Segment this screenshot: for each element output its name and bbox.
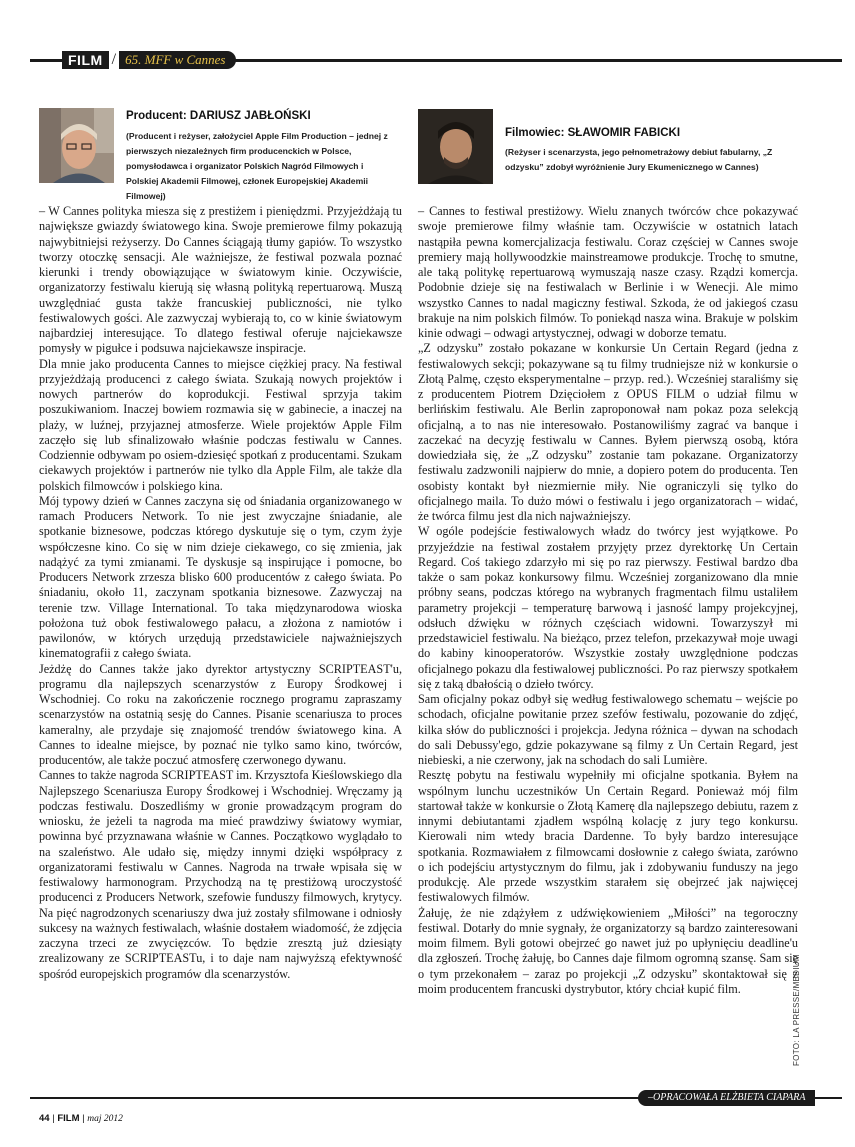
section-separator: / bbox=[109, 51, 119, 69]
article-column-left bbox=[39, 204, 402, 982]
footer-separator: | bbox=[52, 1113, 55, 1124]
paragraph: – Cannes to festiwal prestiżowy. Wielu znanych twórców chce pokazywać swoje premierowe filmy właśnie tam. Oczywiście w ostatnich latach nastąpiła pewna komercjalizacja festiwalu. Coraz częściej w Cannes swoje premiery mają hollywoodzkie mainstreamowe produkcje. Trochę to smutne, ale taką politykę repertuarową wymuszają nasze czasy. Rządzi komercja. Podobnie dzieje się na festiwalach w Berlinie i w Wenecji. Ale mimo wszystko Cannes to nadal magiczny festiwal. Szkoda, że od jakiegoś czasu brakuje na nim polskich filmów. To poniekąd nasza wina. Brakuje w polskim kinie odwagi – odwagi artystycznej, odwagi w doborze tematu. bbox=[418, 204, 798, 340]
issue-date: maj 2012 bbox=[87, 1114, 123, 1124]
profile-description-1: (Producent i reżyser, założyciel Apple Film Production – jednej z pierwszych niezależnych firm producenckich w Polsce, pomysłodawca i organizator Polskich Nagród Filmowych i Polskiej Akademii Filmowej, członek Europejskiej Akademii Filmowej) bbox=[126, 131, 388, 201]
page-number: 44 bbox=[39, 1113, 50, 1124]
portrait-photo-fabicki bbox=[418, 109, 493, 184]
photo-credit: FOTO: LA PRESSE/MEDIUM bbox=[792, 954, 801, 1066]
section-tab bbox=[62, 51, 236, 69]
author-credit: –OPRACOWAŁA ELŻBIETA CIAPARA bbox=[638, 1090, 815, 1106]
magazine-name: FILM bbox=[57, 1113, 80, 1124]
section-label: FILM bbox=[62, 51, 109, 69]
paragraph: Resztę pobytu na festiwalu wypełniły mi oficjalne spotkania. Byłem na wspólnym lunchu uczestników Un Certain Regard. Ponieważ mój film startował także w konkursie o Złotą Kamerę dla najlepszego debiutu, razem z innymi debiutantami zjadłem wspólną kolację z jury tego konkursu. Kierowali nim wtedy bracia Dardenne. To były bardzo interesujące spotkania. Rozmawiałem z filmowcami dosłownie z całego świata, zarówno o ich podejściu artystycznym do filmu, jak i zdobywaniu funduszy na jego produkcję. Ale przede wszystkim starałem się obejrzeć jak najwięcej festiwalowych filmów. bbox=[418, 768, 798, 905]
paragraph: Dla mnie jako producenta Cannes to miejsce ciężkiej pracy. Na festiwal przyjeżdżają producenci z całego świata. Szukają nowych projektów i nowych partnerów do koprodukcji. Festiwal sprzyja takim poszukiwaniom. Inaczej bowiem rozmawia się w gabinecie, a inaczej na plaży, w luźnej, przyjaznej atmosferze. Wiele projektów Apple Film zaczęło się lub sfinalizowało właśnie podczas festiwalu w Cannes. Codziennie odbywam po osiem-dziesięć spotkań z producentami. Szukam ciekawych projektów i partnerów nie tylko dla Apple Film, ale także dla polskich filmowców i polskiego kina. bbox=[39, 356, 402, 493]
paragraph: – W Cannes polityka miesza się z prestiżem i pieniędzmi. Przyjeżdżają tu największe gwiazdy światowego kina. Swoje premierowe filmy pokazują najwybitniejsi reżyserzy. Do Cannes ściągają tłumy gapiów. To wszystko tworzy otoczkę sensacji. Ale ważniejsze, że festiwal pozwala poznać kierunki i trendy obowiązujące w światowym kinie. Oczywiście, organizatorzy festiwalu kierują się własną polityką repertuarową. Muszą uwzględniać gusta także francuskiej publiczności, nie tylko festiwalowych gości. Ale zazwyczaj wybierają to, co w kinie światowym najbardziej interesujące. To dlatego festiwal oferuje najciekawsze pomysły w pigułce i podsuwa najciekawsze inspiracje. bbox=[39, 204, 402, 356]
profile-description-2: (Reżyser i scenarzysta, jego pełnometrażowy debiut fabularny, „Z odzysku” zdobył wyróżnienie Jury Ekumenicznego w Cannes) bbox=[505, 147, 773, 172]
paragraph: Jeżdżę do Cannes także jako dyrektor artystyczny SCRIPTEAST'u, programu dla najlepszych scenarzystów z Europy Środkowej i Wschodniej. Co roku na zakończenie rocznego programu zapraszamy scenarzystów na ostatnią sesję do Cannes. Pisanie scenariusza to proces kameralny, ale przydaje się znajomość trendów światowego kina. A Cannes to idealne miejsce, by poznać nie tylko samo kino, twórców, producentów, ale także poczuć atmosferę czerwonego dywanu. bbox=[39, 661, 402, 767]
section-subtitle: 65. MFF w Cannes bbox=[119, 51, 235, 69]
profile-title-2: Filmowiec: SŁAWOMIR FABICKI bbox=[505, 127, 681, 139]
paragraph: W ogóle podejście festiwalowych władz do twórcy jest wyjątkowe. Po przyjeździe na festiwal zostałem przyjęty przez dyrektorkę Un Certain Regard. Coś takiego zdarzyło mi się po raz pierwszy. Festiwal bardzo dba także o sam pokaz konkursowy filmu. Wcześniej zorganizowano dla mnie próbny seans, podczas którego na wybranych fragmentach filmu ustaliłem parametry projekcji – temperaturę barwową i jasność lampy projekcyjnej, odsłuch dźwięku w różnych częściach widowni. Towarzyszył mi przedstawiciel festiwalu. Na bieżąco, przez telefon, przekazywał moje uwagi do kabiny kinooperatorów. Wszystkie zostały uwzględnione podczas oficjalnego pokazu dla festiwalowej publiczności. Po raz pierwszy spotkałem się z taką dbałością o dzieło twórcy. bbox=[418, 524, 798, 691]
paragraph: Żałuję, że nie zdążyłem z udźwiękowieniem „Miłości” na tegoroczny festiwal. Dotarły do mnie sygnały, że organizatorzy są bardzo zainteresowani moim filmem. Byli gotowi obejrzeć go nawet już po upłynięciu deadline'u dla zgłoszeń. Trochę żałuję, bo Cannes daje filmom ogromną szansę. Sam się o tym przekonałem – zaraz po projekcji „Z odzysku” skontaktował się z moim producentem francuski dystrybutor, który chciał kupić film. bbox=[418, 905, 798, 996]
footer-separator: | bbox=[82, 1113, 85, 1124]
paragraph: Sam oficjalny pokaz odbył się według festiwalowego schematu – wejście po schodach, oficjalne powitanie przez szefów festiwalu, pozowanie do zdjęć, kilka słów do publiczności i projekcja. Jedyna różnica – dywan na schodach do sali Debussy'ego, gdzie pokazywane są filmy z Un Certain Regard, jest niebieski, a nie czerwony, jak na schodach do sali Lumière. bbox=[418, 692, 798, 767]
profile-title-1: Producent: DARIUSZ JABŁOŃSKI bbox=[126, 110, 311, 122]
page-footer bbox=[39, 1113, 123, 1124]
portrait-photo-jablonski bbox=[39, 108, 114, 183]
paragraph: Mój typowy dzień w Cannes zaczyna się od śniadania organizowanego w ramach Producers Network. To nie jest zwyczajne śniadanie, ale spotkanie biznesowe, podczas którego dyskutuje się o tym, czym żyje współczesne kino. Co się w nim dzieje ciekawego, co się zmienia, jak nadążyć za tymi zmianami. Te dyskusje są inspirujące i pomocne, bo Producers Network zrzesza blisko 600 producentów z całego świata. Po śniadaniu, około 11, zaczynam spotkania biznesowe. Zazwyczaj na terenie tzw. Village International. To taka międzynarodowa wioska położona tuż obok festiwalowego pałacu, a złożona z namiotów i pawilonów, w których urzędują przedstawiciele najważniejszych kinematografii z całego świata. bbox=[39, 493, 402, 661]
paragraph: „Z odzysku” zostało pokazane w konkursie Un Certain Regard (jedna z festiwalowych sekcji; pokazywane są tu filmy trudniejsze niż w konkursie o Złotą Palmę, często eksperymentalne – przyp. red.). Wcześniej staraliśmy się z producentem Piotrem Dzięciołem z OPUS FILM o udział filmu w berlińskim festiwalu. Ale Berlin zaproponował nam pokaz poza selekcją oficjalną, a to nas nie interesowało. Postanowiliśmy zagrać va banque i zaczekać na decyzję festiwalu w Cannes. Byłem pierwszą osobą, która dowiedziała się, że „Z odzysku” zostanie tam pokazane. Organizatorzy festiwalu zadzwonili najpierw do mnie, a dopiero potem do producenta. Ten osobisty kontakt był niezmiernie miły. Nie ograniczyli się tylko do oficjalnego maila. To dużo mówi o festiwalu i jego organizatorach – widać, że twórca filmu jest dla nich najważniejszy. bbox=[418, 341, 798, 523]
paragraph: Cannes to także nagroda SCRIPTEAST im. Krzysztofa Kieślowskiego dla Najlepszego Scenariusza Europy Środkowej i Wschodniej. Wręczamy ją podczas festiwalu. Doszedliśmy w gronie prowadzącym program do wniosku, że jeżeli ta nagroda ma mieć prawdziwy światowy wymiar, powinna być przyznawana właśnie w Cannes. Początkowo wyglądało to na szaleństwo. Ale udało się, między innymi dzięki współpracy z organizatorami festiwalu w Cannes. Nagroda na trwałe wpisała się w festiwalowy harmonogram. Przychodzą na tę prestiżową uroczystość producenci z Producers Network, szefowie funduszy filmowych, krytycy. Na pięć nagrodzonych scenariuszy dwa już zostały sfilmowane i odniosły sukcesy na ważnych festiwalach, właśnie dostałem wiadomość, że zdjęcia zaczyna trzeci ze zwycięzców. To będzie zresztą już dziesiąty zrealizowany ze SCRIPTEASTu, i to daje nam najwyższą efektywność spośród europejskich programów dla scenarzystów. bbox=[39, 768, 402, 981]
article-column-right bbox=[418, 204, 798, 997]
